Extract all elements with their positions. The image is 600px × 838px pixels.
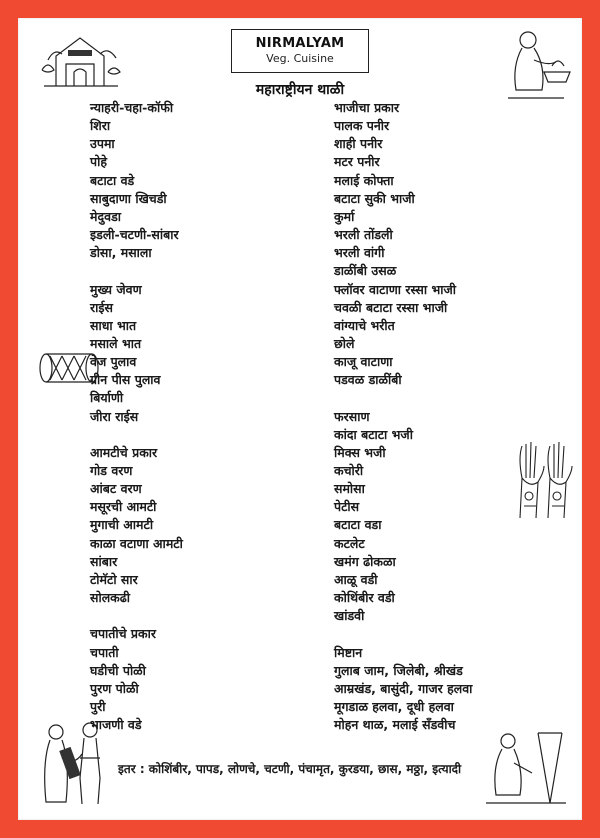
menu-item: डाळींबी उसळ [334, 263, 397, 279]
menu-item: राईस [90, 299, 113, 315]
menu-item: पालक पनीर [334, 118, 390, 134]
other-items-line: इतर : कोशिंबीर, पापड, लोणचे, चटणी, पंचामृत, कुरडया, छास, मठ्ठा, इत्यादी [118, 762, 462, 776]
menu-item: भाजीचा प्रकार [334, 100, 400, 115]
menu-item: आम्रखंड, बासुंदी, गाजर हलवा [334, 680, 473, 696]
menu-item: मसूरची आमटी [90, 499, 157, 515]
menu-item: मूगडाळ हलवा, दूधी हलवा [334, 698, 454, 714]
menu-item: आमटीचे प्रकार [90, 444, 158, 460]
menu-item: मेदुवडा [90, 208, 121, 224]
menu-item: खांडवी [334, 608, 365, 624]
menu-item: मसाले भात [90, 335, 142, 351]
menu-item: मुख्य जेवण [90, 281, 142, 297]
menu-item: भरली वांगी [334, 245, 385, 261]
restaurant-name: NIRMALYAM [255, 36, 345, 51]
menu-item: मिष्टान [334, 644, 363, 660]
menu-item: कुर्मा [334, 208, 355, 224]
mehendi-hands-icon [514, 438, 576, 528]
menu-item: पडवळ डाळींबी [334, 372, 402, 388]
menu-item: टोमॅटो सार [90, 571, 138, 587]
menu-item: फ्लॉवर वाटाणा रस्सा भाजी [334, 281, 457, 297]
menu-item: सोलकढी [90, 590, 131, 606]
cuisine-label: Veg. Cuisine [266, 52, 334, 65]
menu-item: मलाई कोफ्ता [334, 172, 394, 188]
menu-item: समोसा [334, 481, 365, 497]
menu-item: कचोरी [334, 463, 364, 478]
menu-item: बटाटा वडे [90, 172, 135, 188]
menu-item: शिरा [90, 118, 111, 134]
menu-item: न्याहरी-चहा-कॉफी [90, 100, 174, 115]
menu-item: बटाटा सुकी भाजी [334, 190, 415, 206]
menu-item: पोहे [90, 154, 107, 170]
menu-item: पुरी [90, 698, 106, 714]
menu-page [18, 18, 582, 820]
menu-item: भाजणी वडे [90, 717, 142, 733]
menu-item: चपातीचे प्रकार [90, 626, 156, 642]
menu-item: काळा वटाणा आमटी [90, 535, 183, 551]
menu-item: पेटीस [334, 499, 360, 515]
menu-item: कांदा बटाटा भजी [334, 426, 413, 442]
menu-item: चवळी बटाटा रस्सा भाजी [334, 299, 448, 315]
menu-item: डोसा, मसाला [90, 245, 152, 261]
restaurant-title-box [231, 29, 369, 73]
menu-item: बिर्याणी [90, 390, 124, 406]
menu-item: मटर पनीर [334, 154, 380, 170]
menu-item: बटाटा वडा [334, 517, 382, 533]
menu-item: आंबट वरण [90, 481, 142, 497]
menu-item: साधा भात [90, 317, 137, 333]
menu-item: उपमा [90, 136, 115, 152]
menu-item: कोथिंबीर वडी [334, 590, 395, 606]
menu-item: घडीची पोळी [90, 662, 146, 678]
menu-title: महाराष्ट्रीयन थाळी [255, 82, 345, 98]
menu-item: भरली तोंडली [334, 227, 393, 243]
menu-item: गोड वरण [90, 463, 133, 478]
menu-item: छोले [334, 335, 355, 351]
menu-item: कटलेट [334, 535, 365, 551]
menu-item: वेज पुलाव [90, 354, 137, 370]
menu-item: मोहन थाळ, मलाई सँडवीच [334, 717, 456, 733]
menu-item: पुरण पोळी [90, 680, 139, 696]
menu-item: फरसाण [334, 408, 370, 424]
menu-item: ग्रीन पीस पुलाव [90, 372, 161, 388]
menu-item: जीरा राईस [90, 408, 139, 424]
menu-item: वांग्याचे भरीत [334, 317, 395, 333]
menu-item: काजू वाटाणा [334, 354, 393, 370]
menu-item: इडली-चटणी-सांबार [90, 227, 179, 243]
menu-item: चपाती [90, 644, 119, 660]
menu-item: साबुदाणा खिचडी [90, 190, 167, 206]
menu-item: गुलाब जाम, जिलेबी, श्रीखंड [334, 662, 463, 678]
menu-item: खमंग ढोकळा [334, 553, 396, 569]
menu-item: सांबार [90, 553, 118, 569]
menu-item: आळू वडी [334, 571, 378, 587]
menu-item: शाही पनीर [334, 136, 383, 152]
menu-item: मुगाची आमटी [90, 517, 154, 533]
menu-item: मिक्स भजी [334, 444, 386, 460]
